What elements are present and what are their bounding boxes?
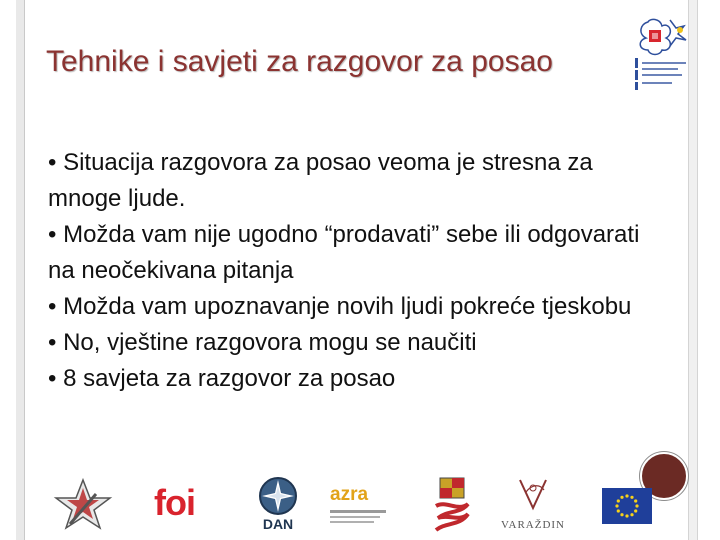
star-logo-icon [52,474,114,532]
dan-compass-logo-icon [248,474,308,532]
coat-of-arms-logo-icon [430,474,474,532]
left-frame-bar [16,0,25,540]
azra-logo [330,474,400,532]
v-emblem-logo-icon [498,474,568,514]
flower-logo-icon [618,16,696,92]
bullet-item: • No, vještine razgovora mogu se naučiti [48,329,477,356]
dan-label: DAN [262,516,294,532]
varazdin-logo [498,474,568,532]
foi-logo: foi [154,482,195,523]
bullet-item: • 8 savjeta za razgovor za posao [48,365,396,392]
bullet-item: • Situacija razgovora za posao veoma je stresna za mnoge ljude. [48,149,593,212]
bullet-item: • Možda vam upoznavanje novih ljudi pokreće tjeskobu [48,293,632,320]
slide-title: Tehnike i savjeti za razgovor za posao [46,45,553,78]
eu-flag-logo-icon [602,488,652,524]
azra-label: azra [330,484,369,505]
bullet-list [48,145,668,397]
partner-logos [40,474,680,534]
varazdin-label: VARAŽDIN [500,519,566,531]
bullet-item: • Možda vam nije ugodno “prodavati” sebe ili odgovarati na neočekivana pitanja [48,221,640,284]
